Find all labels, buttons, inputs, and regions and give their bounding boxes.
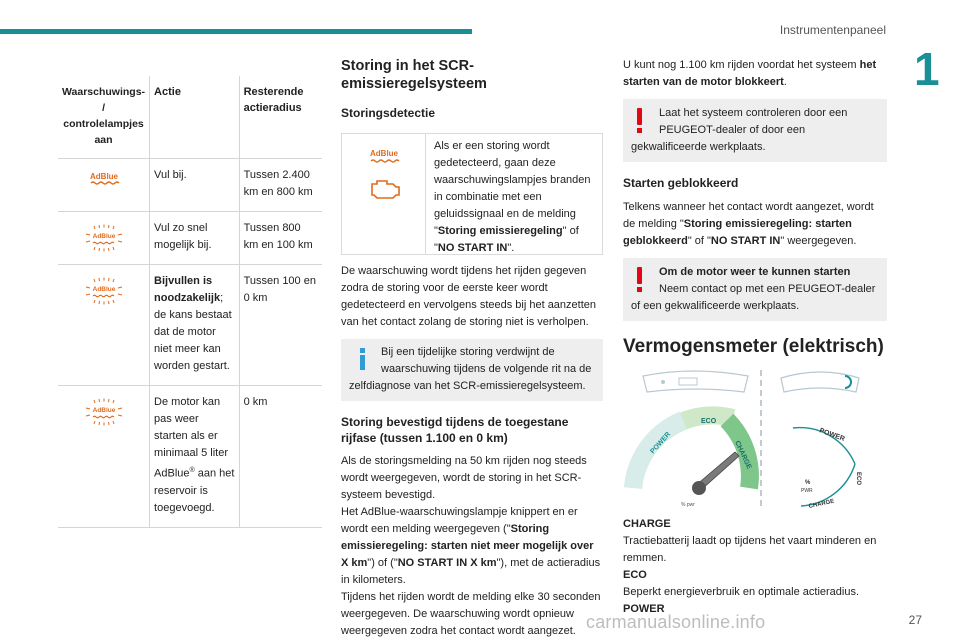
table-cell-range: Tussen 100 en 0 km (239, 265, 322, 386)
table-row (58, 386, 322, 528)
table-cell-action: Vul zo snel mogelijk bij. (150, 212, 240, 265)
svg-text:ECO: ECO (701, 418, 717, 425)
middle-column (341, 57, 603, 640)
warning-table (58, 76, 322, 528)
section-title: Storing in het SCR-emissieregelsysteem (341, 58, 487, 92)
chapter-number: 1 (914, 43, 940, 95)
svg-text:% pwr: % pwr (681, 502, 695, 508)
svg-text:CHARGE: CHARGE (808, 498, 835, 510)
table-header-lamps: Waarschuwings- / controlelampjes aan (58, 76, 150, 159)
mode-heading: ECO (623, 569, 647, 581)
svg-text:%: % (805, 480, 811, 486)
section-title: Vermogensmeter (elektrisch) (623, 336, 884, 357)
table-header-range: Resterende actieradius (239, 76, 322, 159)
paragraph: De waarschuwing wordt tijdens het rijden gegeven zodra de storing voor de eerste keer wordt gedetecteerd en vervolgens steeds bij het aanzetten van het contact zolang de storing niet is verholpen. (341, 265, 597, 328)
table-cell-action: Vul bij. (150, 159, 240, 212)
mode-heading: POWER (623, 603, 665, 615)
exclamation-icon (633, 267, 647, 293)
info-box: Bij een tijdelijke storing verdwijnt de waarschuwing tijdens de volgende rit na de zelfdiagnose van het SCR-emissieregelsysteem. (341, 339, 603, 401)
chapter-tab (902, 43, 960, 95)
paragraph: U kunt nog 1.100 km rijden voordat het systeem het starten van de motor blokkeert. (623, 59, 877, 88)
adblue-flashing-icon (84, 224, 124, 252)
svg-text:POWER: POWER (649, 430, 673, 456)
exclamation-icon (633, 108, 647, 134)
table-cell-action: Bijvullen is noodzakelijk; de kans bestaat dat de motor niet meer kan worden gestart. (150, 265, 240, 386)
watermark-text: carmanualsonline.info (586, 612, 766, 632)
adblue-flashing-icon (84, 277, 124, 305)
table-header-action: Actie (150, 76, 240, 159)
warning-box: Om de motor weer te kunnen starten Neem contact op met een PEUGEOT-dealer of een gekwalificeerde werkplaats. (623, 258, 887, 321)
header-accent-bar (0, 29, 472, 34)
warning-box: Laat het systeem controleren door een PEUGEOT-dealer of door een gekwalificeerde werkplaats. (623, 99, 887, 162)
mode-text: Beperkt energieverbruik en optimale actieradius. (623, 586, 860, 598)
info-icon (355, 348, 371, 370)
paragraph: Tijdens het rijden wordt de melding elke 30 seconden weergegeven. De waarschuwing wordt opnieuw weergegeven zodra het contact wordt aangezet. (341, 591, 601, 637)
svg-text:AdBlue: AdBlue (92, 233, 115, 240)
subsection-title: Storingsdetectie (341, 106, 436, 120)
fault-box (341, 133, 603, 255)
svg-text:PWR: PWR (801, 488, 813, 494)
table-cell-range: Tussen 800 km en 100 km (239, 212, 322, 265)
paragraph: Het AdBlue-waarschuwingslampje knippert en er wordt een melding weergegeven ("Storing emissieregeling: starten niet meer mogelijk over X km") of ("NO START IN X km"), met de actieradius in kilometers. (341, 506, 601, 586)
adblue-icon (86, 171, 122, 187)
table-row (58, 159, 322, 212)
subsection-title: Starten geblokkeerd (623, 176, 739, 190)
table-cell-action: De motor kan pas weer starten als er minimaal 5 liter AdBlue® aan het reservoir is toegevoegd. (150, 386, 240, 528)
table-header-row (58, 76, 322, 159)
paragraph: Telkens wanneer het contact wordt aangezet, wordt de melding "Storing emissieregeling: starten geblokkeerd" of "NO START IN" weergegeven. (623, 201, 874, 247)
table-cell-range: 0 km (239, 386, 322, 528)
table-cell-range: Tussen 2.400 km en 800 km (239, 159, 322, 212)
power-meter-gauges (623, 368, 887, 510)
adblue-icon-text: AdBlue (89, 172, 118, 181)
mode-heading: CHARGE (623, 518, 671, 530)
subsection-title: Storing bevestigd tijdens de toegestane rijfase (tussen 1.100 en 0 km) (341, 415, 569, 445)
svg-text:AdBlue: AdBlue (370, 149, 398, 158)
fault-description: Als er een storing wordt gedetecteerd, gaan deze waarschuwingslampjes branden in combinatie met een geluidssignaal en de melding "Storing emissieregeling" of "NO START IN". (434, 140, 591, 254)
paragraph: Als de storingsmelding na 50 km rijden nog steeds wordt weergegeven, wordt de storing in het SCR-systeem bevestigd. (341, 455, 587, 501)
mode-descriptions (623, 516, 887, 618)
svg-text:ECO: ECO (855, 472, 861, 486)
table-row (58, 212, 322, 265)
table-row (58, 265, 322, 386)
engine-warning-icon (342, 174, 426, 204)
page-number: 27 (908, 613, 922, 627)
svg-text:AdBlue: AdBlue (92, 286, 115, 293)
adblue-flashing-icon (84, 398, 124, 426)
mode-text: Tractiebatterij laadt op tijdens het vaart minderen en remmen. (623, 535, 877, 564)
power-meter-illustration (623, 368, 887, 510)
adblue-icon (342, 144, 426, 174)
svg-text:CHARGE: CHARGE (733, 439, 753, 471)
right-column (623, 57, 887, 618)
page-header-title: Instrumentenpaneel (779, 23, 886, 37)
svg-text:AdBlue: AdBlue (92, 407, 115, 414)
svg-text:POWER: POWER (818, 427, 846, 443)
